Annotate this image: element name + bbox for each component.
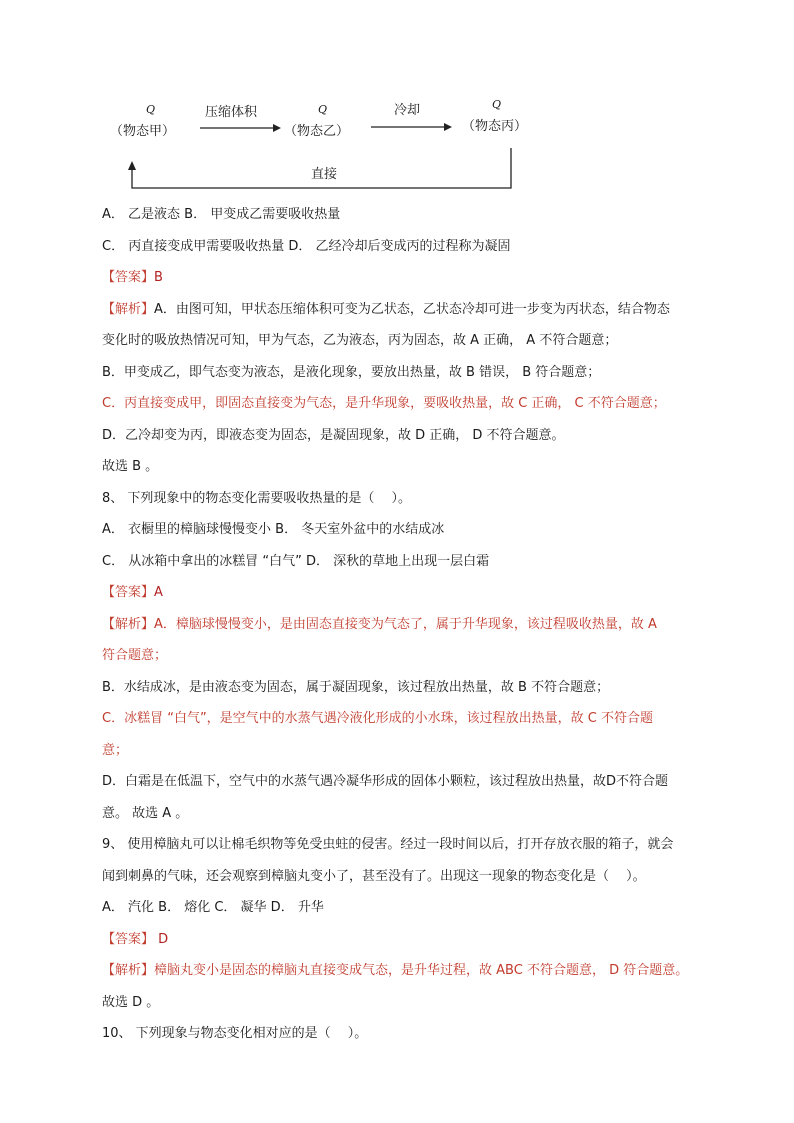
q8-analysis-b: B．水结成冰，是由液态变为固态，属于凝固现象，该过程放出热量，故 B 不符合题意； <box>102 679 610 695</box>
q7-analysis-c: C．丙直接变成甲，即固态直接变为气态，是升华现象，要吸收热量，故 C 正确， C 不符合题意； <box>102 396 666 411</box>
q7-options-cd: C． 丙直接变成甲需要吸收热量 D． 乙经冷却后变成丙的过程称为凝固 <box>102 238 511 254</box>
q7-analysis-a1 <box>102 301 722 319</box>
analysis-tag: 【解析】 <box>102 616 155 632</box>
state-yi-label: （物态乙） <box>284 124 350 139</box>
q8-options-cd: C． 从冰箱中拿出的冰糕冒 “白气” D． 深秋的草地上出现一层白霜 <box>102 553 490 569</box>
analysis-text: 樟脑丸变小是固态的樟脑丸直接变成气态，是升华过程，故 ABC 不符合题意， D 符合题意。 <box>154 963 689 978</box>
q10-stem: 10、 下列现象与物态变化相对应的是（ ）。 <box>102 1026 368 1041</box>
q9-analysis-1 <box>102 962 722 980</box>
analysis-tag: 【解析】 <box>102 963 155 978</box>
heat-symbol-1: Q <box>146 103 156 116</box>
analysis-text: A．由图可知，甲状态压缩体积可变为乙状态，乙状态冷却可进一步变为丙状态，结合物态 <box>154 301 670 317</box>
answer-tag: 【答案】 <box>102 585 155 600</box>
state-change-diagram <box>0 0 794 200</box>
compress-label: 压缩体积 <box>205 105 258 120</box>
q8-analysis-a2: 符合题意； <box>102 648 168 663</box>
answer-value: D <box>154 931 169 947</box>
q8-analysis-a1 <box>102 616 722 634</box>
q8-analysis-c1: C．冰糕冒 “白气”，是空气中的水蒸气遇冷液化形成的小水珠，该过程放出热量，故 C 不符合题 <box>102 711 654 726</box>
state-jia-label: （物态甲） <box>110 124 176 139</box>
q7-choose: 故选 B 。 <box>102 459 159 474</box>
q9-options: A． 汽化 B． 熔化 C． 凝华 D． 升华 <box>102 900 324 915</box>
q8-analysis-d1: D．白霜是在低温下，空气中的水蒸气遇冷凝华形成的固体小颗粒，该过程放出热量，故D不符合题 <box>102 774 669 789</box>
q7-analysis-a2: 变化时的吸放热情况可知，甲为气态，乙为液态，丙为固态，故 A 正确， A 不符合题意； <box>102 333 618 348</box>
answer-value: A <box>154 585 163 600</box>
q9-answer <box>102 931 722 949</box>
q9-analysis-2: 故选 D 。 <box>102 994 160 1010</box>
cool-label: 冷却 <box>394 103 421 118</box>
q8-analysis-c2: 意； <box>102 742 129 758</box>
q8-answer <box>102 584 722 602</box>
q8-stem: 8、 下列现象中的物态变化需要吸收热量的是（ ）。 <box>102 490 412 506</box>
q7-analysis-d: D．乙冷却变为丙，即液态变为固态，是凝固现象，故 D 正确， D 不符合题意。 <box>102 427 565 443</box>
q7-options-ab: A． 乙是液态 B． 甲变成乙需要吸收热量 <box>102 207 341 222</box>
q7-answer <box>102 269 722 287</box>
q9-stem-2: 闻到刺鼻的气味，还会观察到樟脑丸变小了，甚至没有了。出现这一现象的物态变化是（ ）。 <box>102 868 646 884</box>
arrow-direct-head <box>128 161 136 170</box>
question-content <box>102 206 722 1057</box>
answer-tag: 【答案】 <box>102 270 155 285</box>
analysis-text: A．樟脑球慢慢变小，是由固态直接变为气态了，属于升华现象，该过程吸收热量，故 A <box>154 616 657 632</box>
answer-value: B <box>154 270 163 285</box>
state-bing-label: （物态丙） <box>462 119 528 134</box>
answer-tag: 【答案】 <box>102 931 155 947</box>
q7-analysis-b: B．甲变成乙，即气态变为液态，是液化现象，要放出热量，故 B 错误， B 符合题意； <box>102 364 601 380</box>
q8-options-ab: A． 衣橱里的樟脑球慢慢变小 B． 冬天室外盆中的水结成冰 <box>102 522 445 537</box>
heat-symbol-3: Q <box>492 98 502 111</box>
analysis-tag: 【解析】 <box>102 301 155 317</box>
heat-symbol-2: Q <box>318 103 328 116</box>
arrow-compress-head <box>273 124 281 132</box>
arrow-cool-head <box>444 123 452 131</box>
q8-analysis-d2: 意。 故选 A 。 <box>102 805 189 821</box>
direct-label: 直接 <box>311 167 338 182</box>
q9-stem-1: 9、 使用樟脑丸可以让棉毛织物等免受虫蛀的侵害。经过一段时间以后，打开存放衣服的箱子，就会 <box>102 837 674 852</box>
